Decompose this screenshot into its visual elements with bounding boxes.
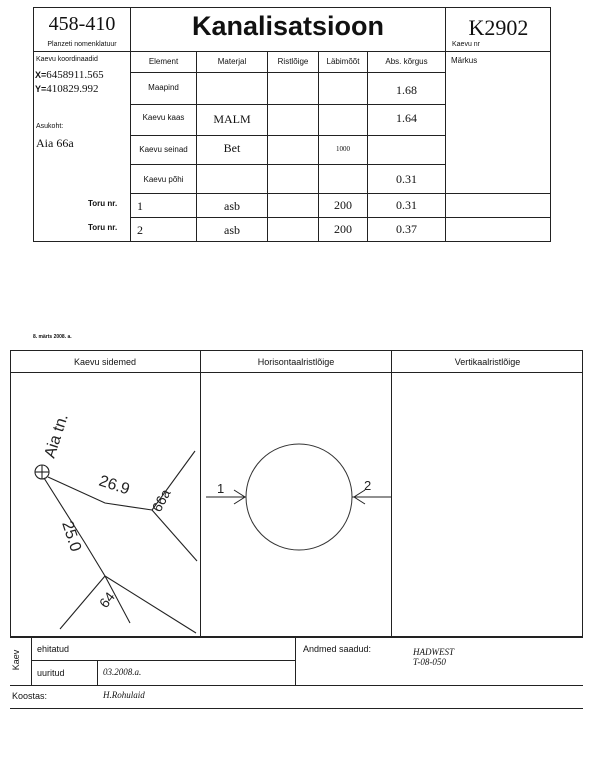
coords-label: Kaevu koordinaadid <box>36 56 98 63</box>
planzeti-number: 458-410 <box>48 13 116 35</box>
divider <box>367 51 368 242</box>
coord-x <box>35 69 104 81</box>
house-line <box>105 576 196 633</box>
measure-line-2 <box>44 478 130 623</box>
andmed-line1: HADWEST <box>413 647 454 657</box>
pipe-labimoot: 200 <box>334 198 352 212</box>
divider <box>295 637 296 685</box>
pipe-out-label: 2 <box>364 478 372 493</box>
row-labimoot: 1000 <box>336 145 350 153</box>
divider <box>10 685 583 686</box>
pipe-materjal: asb <box>224 223 240 237</box>
location-sketch <box>10 373 200 637</box>
coord-y-value: 410829.992 <box>46 83 99 95</box>
divider <box>391 350 392 637</box>
asukoht-value: Aia 66a <box>36 136 74 150</box>
sketch-len1: 26.9 <box>96 472 132 499</box>
divider <box>33 51 551 52</box>
coord-x-value: 6458911.565 <box>46 69 104 81</box>
row-abs: 1.68 <box>396 83 417 97</box>
pipe-label: Toru nr. <box>88 223 118 232</box>
pipe-labimoot: 200 <box>334 222 352 236</box>
divider <box>130 7 131 242</box>
uuritud-label: uuritud <box>37 668 65 678</box>
col-header-materjal: Materjal <box>217 57 247 66</box>
col-title-kaevu-sidemed: Kaevu sidemed <box>73 357 137 367</box>
col-header-labimoot: Läbimõõt <box>326 57 360 66</box>
col-title-horisontaal: Horisontaalristlõige <box>257 357 335 367</box>
row-element: Maapind <box>148 83 179 92</box>
koostas-label: Koostas: <box>12 691 48 701</box>
page-title: Kanalisatsioon <box>191 11 385 41</box>
sketch-house2: 64 <box>95 588 118 611</box>
row-materjal: Bet <box>223 141 241 155</box>
divider <box>130 217 551 218</box>
divider <box>130 164 445 165</box>
asukoht-label: Asukoht: <box>36 123 64 130</box>
divider <box>10 708 583 709</box>
kaevu-label: Kaevu nr <box>452 41 481 48</box>
pipe-abs: 0.37 <box>396 222 417 236</box>
kaev-label: Kaev <box>11 649 21 671</box>
row-element: Kaevu kaas <box>142 113 185 122</box>
sketch-street: Aia tn. <box>41 411 72 461</box>
divider <box>10 637 583 638</box>
pipe-materjal: asb <box>224 199 240 213</box>
divider <box>97 660 98 685</box>
pipe-nr: 2 <box>137 223 143 237</box>
divider <box>130 135 445 136</box>
row-element: Kaevu seinad <box>139 145 188 154</box>
koostas-value: H.Rohulaid <box>103 690 145 700</box>
divider <box>130 72 445 73</box>
sketch-len2: 25.0 <box>58 518 84 554</box>
row-element: Kaevu põhi <box>143 175 184 184</box>
date-note: 8. märts 2008. a. <box>33 334 72 340</box>
kaevu-number: K2902 <box>468 15 529 40</box>
col-header-ristloige: Ristlõige <box>277 57 309 66</box>
col-header-markus: Märkus <box>451 56 478 65</box>
pipe-label: Toru nr. <box>88 199 118 208</box>
row-materjal: MALM <box>213 112 251 126</box>
coord-y <box>35 83 99 95</box>
divider <box>445 7 446 242</box>
divider <box>130 193 551 194</box>
planzeti-label: Planzeti nomenklatuur <box>47 41 117 48</box>
col-header-element: Element <box>148 57 179 66</box>
coord-y-label: Y= <box>35 84 47 94</box>
andmed-line2: T-08-050 <box>413 657 446 667</box>
col-title-vertikaal: Vertikaalristlõige <box>454 357 521 367</box>
horizontal-section <box>201 373 391 637</box>
col-header-abs: Abs. kõrgus <box>385 57 428 66</box>
well-circle <box>246 444 352 550</box>
divider <box>130 104 445 105</box>
uuritud-value: 03.2008.a. <box>103 667 142 677</box>
coord-x-label: X= <box>35 70 47 80</box>
divider <box>31 660 295 661</box>
divider <box>31 637 32 685</box>
row-abs: 0.31 <box>396 172 417 186</box>
andmed-label: Andmed saadud: <box>303 644 372 654</box>
sketch-house1: 66a <box>148 486 174 515</box>
pipe-nr: 1 <box>137 199 143 213</box>
row-abs: 1.64 <box>396 111 417 125</box>
house-line <box>152 510 197 561</box>
pipe-abs: 0.31 <box>396 198 417 212</box>
divider <box>267 51 268 242</box>
ehitatud-label: ehitatud <box>37 644 70 654</box>
pipe-in-label: 1 <box>217 481 225 496</box>
